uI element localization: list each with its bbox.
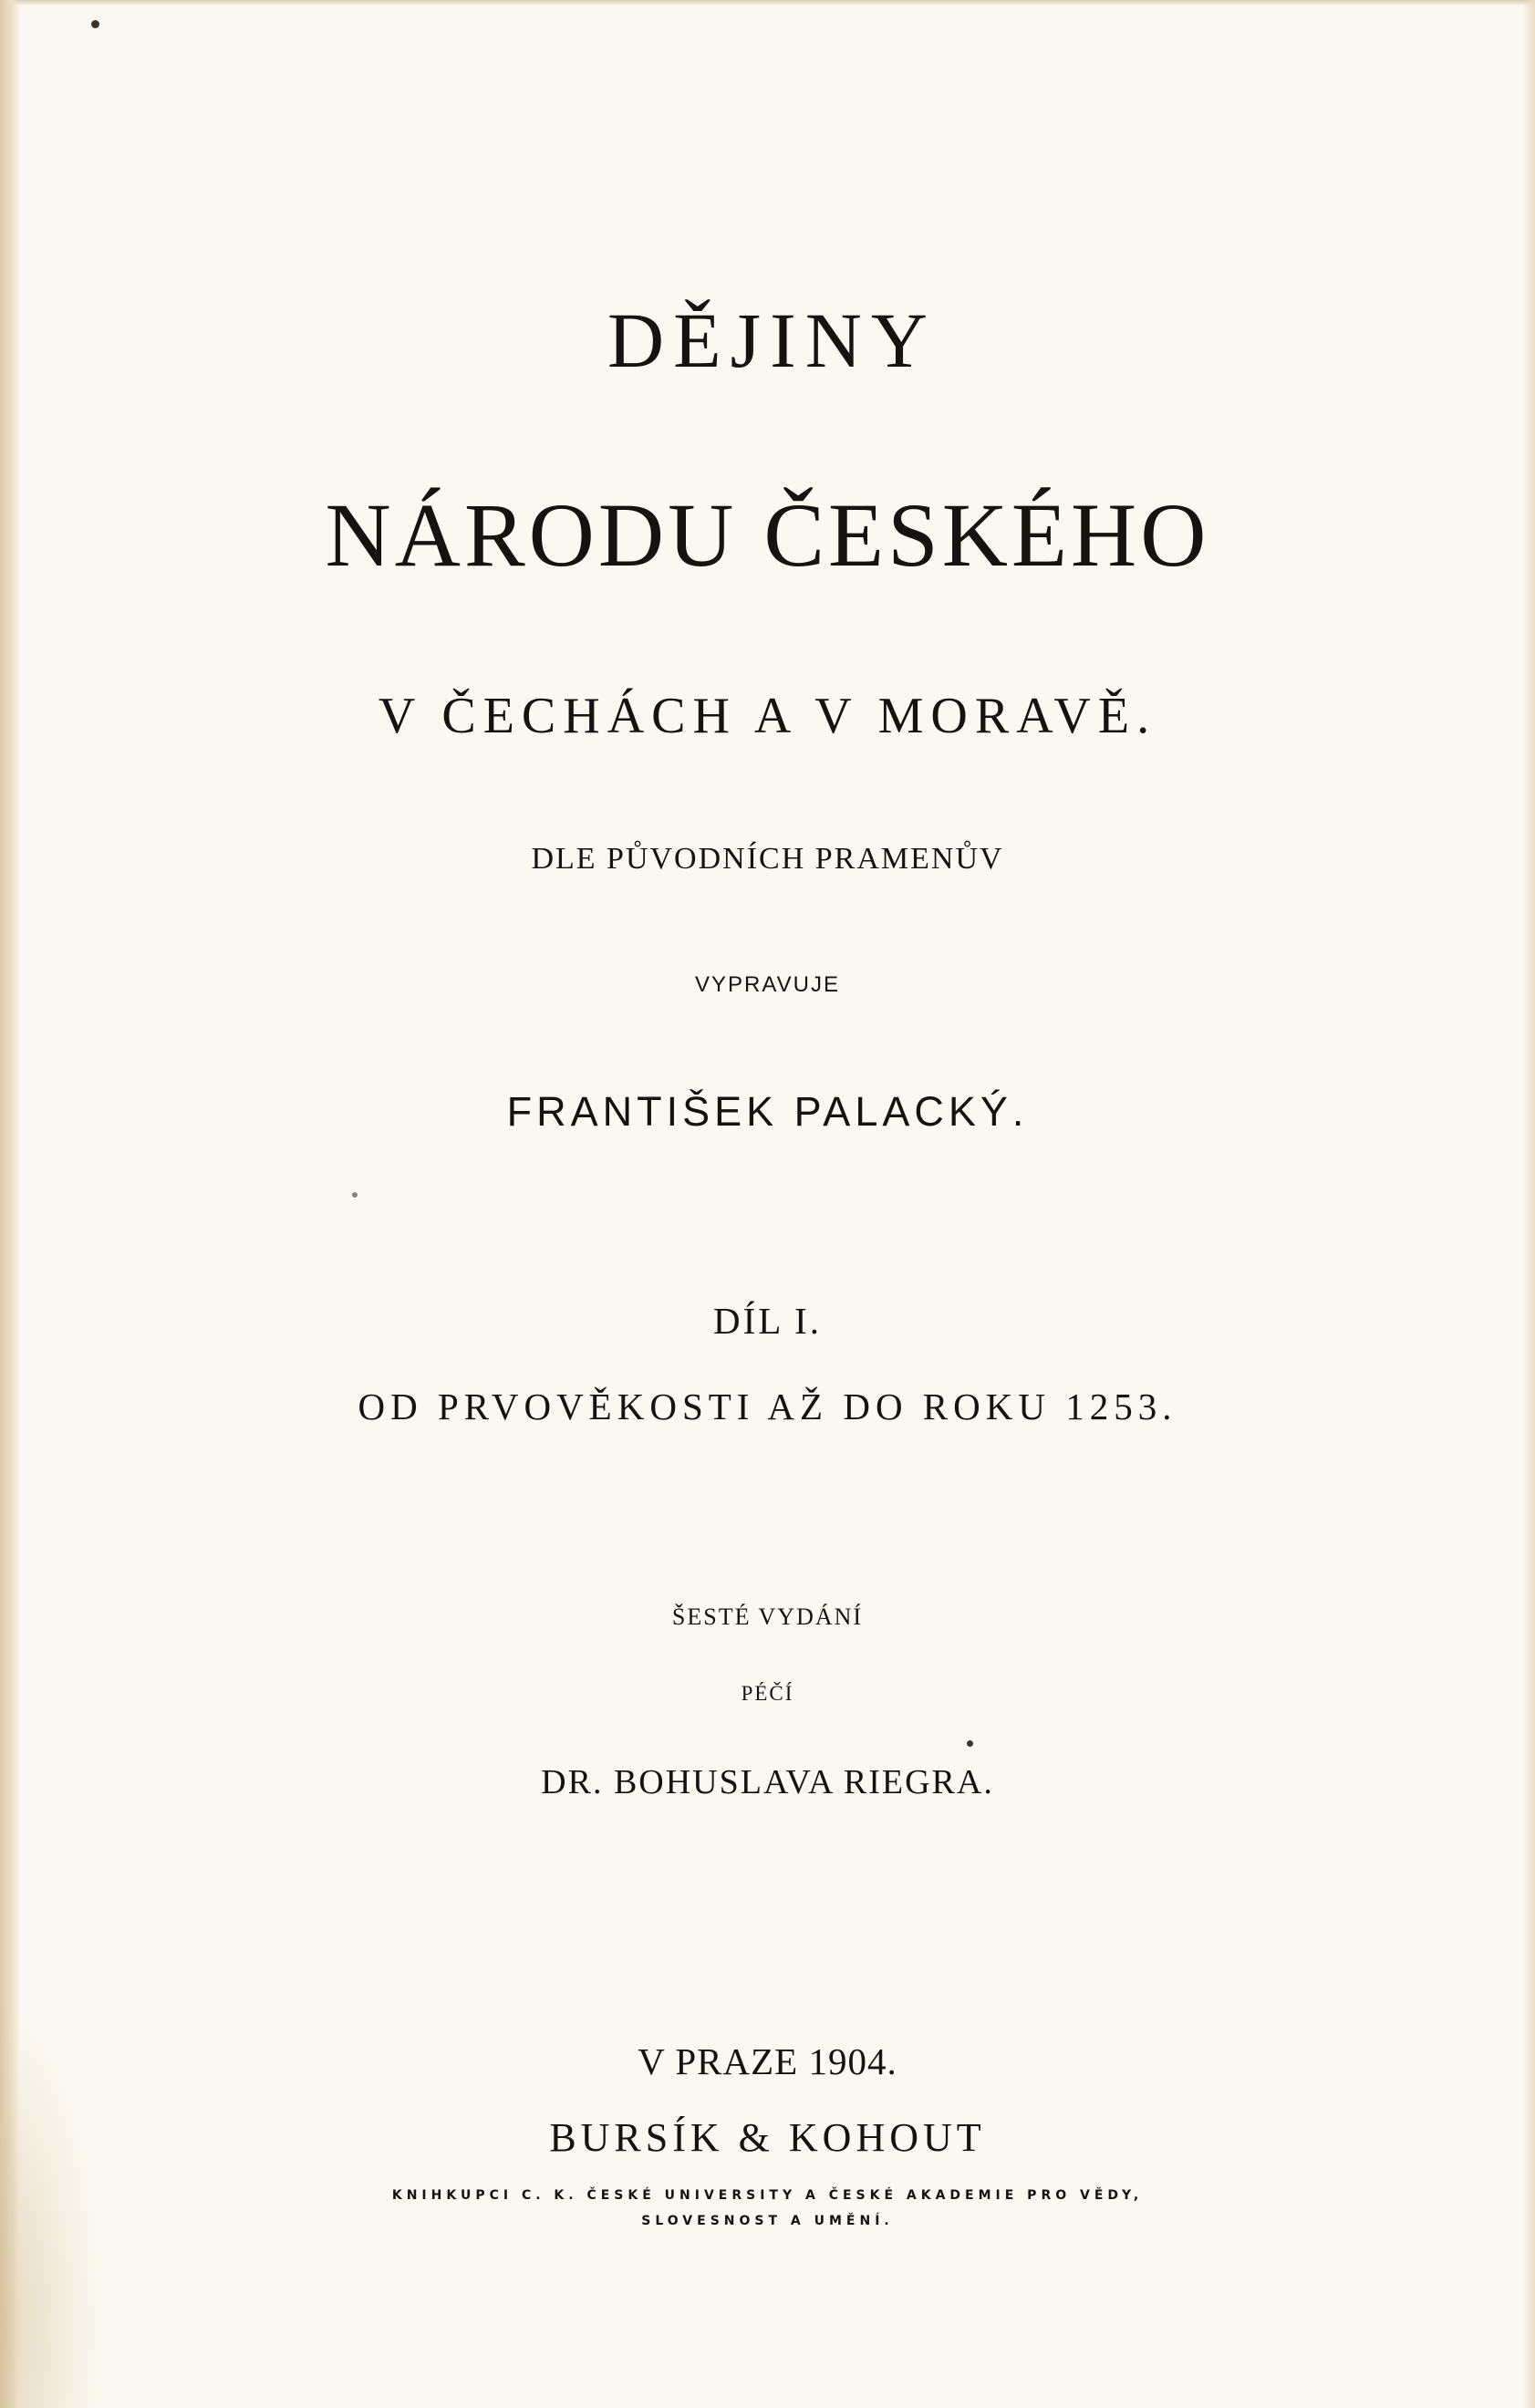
volume-part: DÍL I. [713,1300,822,1342]
ink-speck [967,1740,973,1747]
narrates-label: VYPRAVUJE [695,972,840,997]
sources-note: DLE PŮVODNÍCH PRAMENŮV [531,842,1004,876]
ink-speck [352,1192,358,1198]
edition-label: ŠESTÉ VYDÁNÍ [671,1604,864,1630]
publisher-imprint-line-1: KNIHKUPCI C. K. ČESKÉ UNIVERSITY A ČESKÉ AKADEMIE PRO VĚDY, [391,2188,1144,2203]
paper-edge-top [0,0,1535,5]
publisher-name: BURSÍK & KOHOUT [549,2115,986,2160]
volume-period: OD PRVOVĚKOSTI AŽ DO ROKU 1253. [358,1386,1177,1427]
ink-speck [91,20,99,28]
book-title-line-2: NÁRODU ČESKÉHO [325,484,1210,586]
author-name: FRANTIŠEK PALACKÝ. [506,1088,1029,1135]
book-title-line-1: DĚJINY [607,296,937,384]
book-subtitle: V ČECHÁCH A V MORAVĚ. [378,688,1157,744]
publisher-imprint-line-2: SLOVESNOST A UMĚNÍ. [641,2214,894,2228]
care-of-label: PÉČÍ [741,1682,794,1705]
place-and-year: V PRAZE 1904. [638,2040,897,2082]
editor-name: DR. BOHUSLAVA RIEGRA. [541,1763,994,1801]
